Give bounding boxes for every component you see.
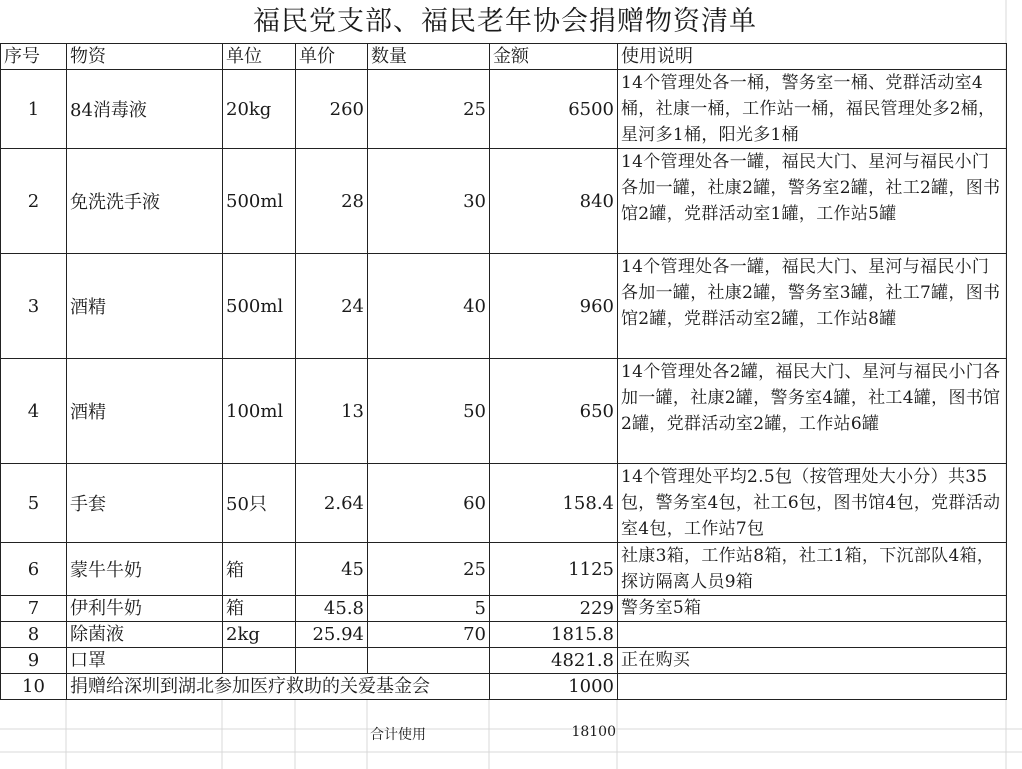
cell-no[interactable]: 10 [1, 674, 67, 700]
cell-no[interactable]: 2 [1, 149, 67, 254]
cell-item[interactable]: 酒精 [67, 254, 223, 359]
cell-price[interactable]: 25.94 [296, 622, 368, 648]
cell-item[interactable]: 伊利牛奶 [67, 596, 223, 622]
header-no[interactable]: 序号 [1, 44, 67, 70]
cell-item[interactable]: 捐赠给深圳到湖北参加医疗救助的关爱基金会 [67, 674, 490, 700]
table-row [1, 359, 1007, 464]
cell-qty[interactable]: 25 [368, 543, 490, 596]
table-row [1, 622, 1007, 648]
cell-note[interactable]: 14个管理处各一罐，福民大门、星河与福民小门各加一罐，社康2罐，警务室3罐，社工7罐，图书馆2罐，党群活动室2罐，工作站8罐 [618, 254, 1007, 359]
cell-price[interactable]: 28 [296, 149, 368, 254]
cell-amount[interactable]: 4821.8 [490, 648, 618, 674]
cell-note[interactable]: 社康3箱，工作站8箱，社工1箱，下沉部队4箱，探访隔离人员9箱 [618, 543, 1007, 596]
cell-price[interactable]: 260 [296, 70, 368, 149]
header-item[interactable]: 物资 [67, 44, 223, 70]
cell-qty[interactable]: 70 [368, 622, 490, 648]
cell-unit[interactable]: 箱 [223, 596, 296, 622]
table-row [1, 648, 1007, 674]
table-row [1, 543, 1007, 596]
cell-note[interactable]: 14个管理处平均2.5包（按管理处大小分）共35包，警务室4包，社工6包，图书馆4包，党群活动室4包，工作站7包 [618, 464, 1007, 543]
cell-unit[interactable]: 50只 [223, 464, 296, 543]
cell-unit[interactable]: 箱 [223, 543, 296, 596]
cell-qty[interactable]: 30 [368, 149, 490, 254]
cell-qty[interactable]: 40 [368, 254, 490, 359]
cell-item[interactable]: 口罩 [67, 648, 223, 674]
cell-no[interactable]: 4 [1, 359, 67, 464]
total-value[interactable]: 18100 [571, 724, 616, 740]
cell-amount[interactable]: 1125 [490, 543, 618, 596]
cell-unit[interactable]: 500ml [223, 254, 296, 359]
header-unit[interactable]: 单位 [223, 44, 296, 70]
sheet-title: 福民党支部、福民老年协会捐赠物资清单 [253, 6, 757, 37]
cell-item[interactable]: 除菌液 [67, 622, 223, 648]
cell-price[interactable] [296, 648, 368, 674]
table-row [1, 596, 1007, 622]
table-row [1, 149, 1007, 254]
cell-qty[interactable] [368, 648, 490, 674]
cell-no[interactable]: 5 [1, 464, 67, 543]
cell-note[interactable]: 正在购买 [618, 648, 1007, 674]
cell-unit[interactable]: 100ml [223, 359, 296, 464]
cell-price[interactable]: 24 [296, 254, 368, 359]
cell-price[interactable]: 45 [296, 543, 368, 596]
cell-amount[interactable]: 229 [490, 596, 618, 622]
table-row [1, 70, 1007, 149]
cell-no[interactable]: 9 [1, 648, 67, 674]
table-row [1, 674, 1007, 700]
cell-item[interactable]: 酒精 [67, 359, 223, 464]
donation-table [0, 43, 1007, 700]
cell-unit[interactable]: 2kg [223, 622, 296, 648]
cell-note[interactable]: 14个管理处各一桶，警务室一桶、党群活动室4桶，社康一桶，工作站一桶，福民管理处多2桶，星河多1桶，阳光多1桶 [618, 70, 1007, 149]
cell-note[interactable] [618, 674, 1007, 700]
cell-note[interactable]: 14个管理处各一罐，福民大门、星河与福民小门各加一罐，社康2罐，警务室2罐，社工2罐，图书馆2罐，党群活动室1罐，工作站5罐 [618, 149, 1007, 254]
cell-qty[interactable]: 50 [368, 359, 490, 464]
cell-note[interactable] [618, 622, 1007, 648]
cell-item[interactable]: 蒙牛牛奶 [67, 543, 223, 596]
cell-unit[interactable]: 20kg [223, 70, 296, 149]
cell-no[interactable]: 6 [1, 543, 67, 596]
cell-item[interactable]: 免洗洗手液 [67, 149, 223, 254]
cell-price[interactable]: 2.64 [296, 464, 368, 543]
cell-qty[interactable]: 25 [368, 70, 490, 149]
header-amount[interactable]: 金额 [490, 44, 618, 70]
header-note[interactable]: 使用说明 [618, 44, 1007, 70]
cell-price[interactable]: 13 [296, 359, 368, 464]
cell-qty[interactable]: 5 [368, 596, 490, 622]
cell-amount[interactable]: 960 [490, 254, 618, 359]
cell-amount[interactable]: 650 [490, 359, 618, 464]
cell-note[interactable]: 警务室5箱 [618, 596, 1007, 622]
cell-no[interactable]: 3 [1, 254, 67, 359]
table-row [1, 464, 1007, 543]
table-row [1, 254, 1007, 359]
cell-item[interactable]: 手套 [67, 464, 223, 543]
cell-amount[interactable]: 840 [490, 149, 618, 254]
cell-qty[interactable]: 60 [368, 464, 490, 543]
cell-amount[interactable]: 6500 [490, 70, 618, 149]
cell-item[interactable]: 84消毒液 [67, 70, 223, 149]
cell-amount[interactable]: 1000 [490, 674, 618, 700]
cell-amount[interactable]: 158.4 [490, 464, 618, 543]
cell-unit[interactable] [223, 648, 296, 674]
total-label[interactable]: 合计使用 [370, 727, 426, 743]
cell-no[interactable]: 7 [1, 596, 67, 622]
header-price[interactable]: 单价 [296, 44, 368, 70]
header-row [1, 44, 1007, 70]
cell-note[interactable]: 14个管理处各2罐，福民大门、星河与福民小门各加一罐，社康2罐，警务室4罐，社工4罐，图书馆2罐，党群活动室2罐，工作站6罐 [618, 359, 1007, 464]
cell-price[interactable]: 45.8 [296, 596, 368, 622]
cell-amount[interactable]: 1815.8 [490, 622, 618, 648]
cell-no[interactable]: 1 [1, 70, 67, 149]
header-qty[interactable]: 数量 [368, 44, 490, 70]
cell-unit[interactable]: 500ml [223, 149, 296, 254]
cell-no[interactable]: 8 [1, 622, 67, 648]
